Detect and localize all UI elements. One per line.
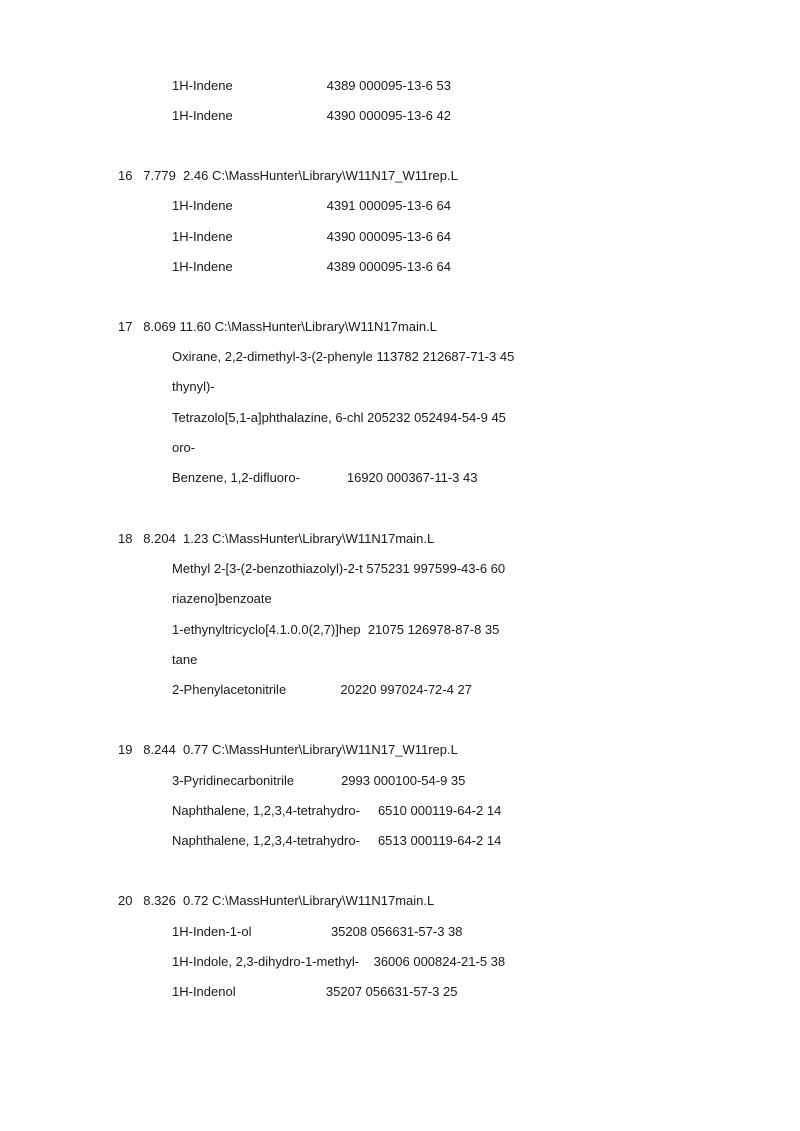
hit-line: Methyl 2-[3-(2-benzothiazolyl)-2-t 575231 997599-43-6 60 bbox=[172, 561, 506, 576]
peak-header: 16 7.779 2.46 C:\MassHunter\Library\W11N17_W11rep.L bbox=[118, 168, 458, 183]
hit-line: 1H-Indene 4389 000095-13-6 53 bbox=[172, 78, 451, 93]
hit-line: 1H-Indene 4391 000095-13-6 64 bbox=[172, 198, 451, 213]
hit-line-continuation: thynyl)- bbox=[172, 379, 215, 394]
hit-line: 1-ethynyltricyclo[4.1.0.0(2,7)]hep 21075 126978-87-8 35 bbox=[172, 622, 500, 637]
hit-line: Tetrazolo[5,1-a]phthalazine, 6-chl 205232 052494-54-9 45 bbox=[172, 410, 506, 425]
peak-header: 17 8.069 11.60 C:\MassHunter\Library\W11N17main.L bbox=[118, 319, 437, 334]
hit-line: Naphthalene, 1,2,3,4-tetrahydro- 6513 000119-64-2 14 bbox=[172, 833, 502, 848]
hit-line-continuation: riazeno]benzoate bbox=[172, 591, 272, 606]
hit-line: 1H-Indole, 2,3-dihydro-1-methyl- 36006 000824-21-5 38 bbox=[172, 954, 506, 969]
hit-line-continuation: tane bbox=[172, 652, 198, 667]
hit-line: Oxirane, 2,2-dimethyl-3-(2-phenyle 113782 212687-71-3 45 bbox=[172, 349, 515, 364]
hit-line: 1H-Indene 4390 000095-13-6 64 bbox=[172, 229, 451, 244]
hit-line: 2-Phenylacetonitrile 20220 997024-72-4 27 bbox=[172, 682, 472, 697]
peak-header: 19 8.244 0.77 C:\MassHunter\Library\W11N17_W11rep.L bbox=[118, 742, 458, 757]
peak-header: 18 8.204 1.23 C:\MassHunter\Library\W11N17main.L bbox=[118, 531, 435, 546]
hit-line: 3-Pyridinecarbonitrile 2993 000100-54-9 35 bbox=[172, 773, 466, 788]
hit-line: 1H-Indenol 35207 056631-57-3 25 bbox=[172, 984, 458, 999]
hit-line: 1H-Indene 4390 000095-13-6 42 bbox=[172, 108, 451, 123]
hit-line: 1H-Inden-1-ol 35208 056631-57-3 38 bbox=[172, 924, 463, 939]
peak-header: 20 8.326 0.72 C:\MassHunter\Library\W11N17main.L bbox=[118, 893, 435, 908]
hit-line: 1H-Indene 4389 000095-13-6 64 bbox=[172, 259, 451, 274]
hit-line: Benzene, 1,2-difluoro- 16920 000367-11-3 43 bbox=[172, 470, 478, 485]
hit-line-continuation: oro- bbox=[172, 440, 196, 455]
hit-line: Naphthalene, 1,2,3,4-tetrahydro- 6510 000119-64-2 14 bbox=[172, 803, 502, 818]
